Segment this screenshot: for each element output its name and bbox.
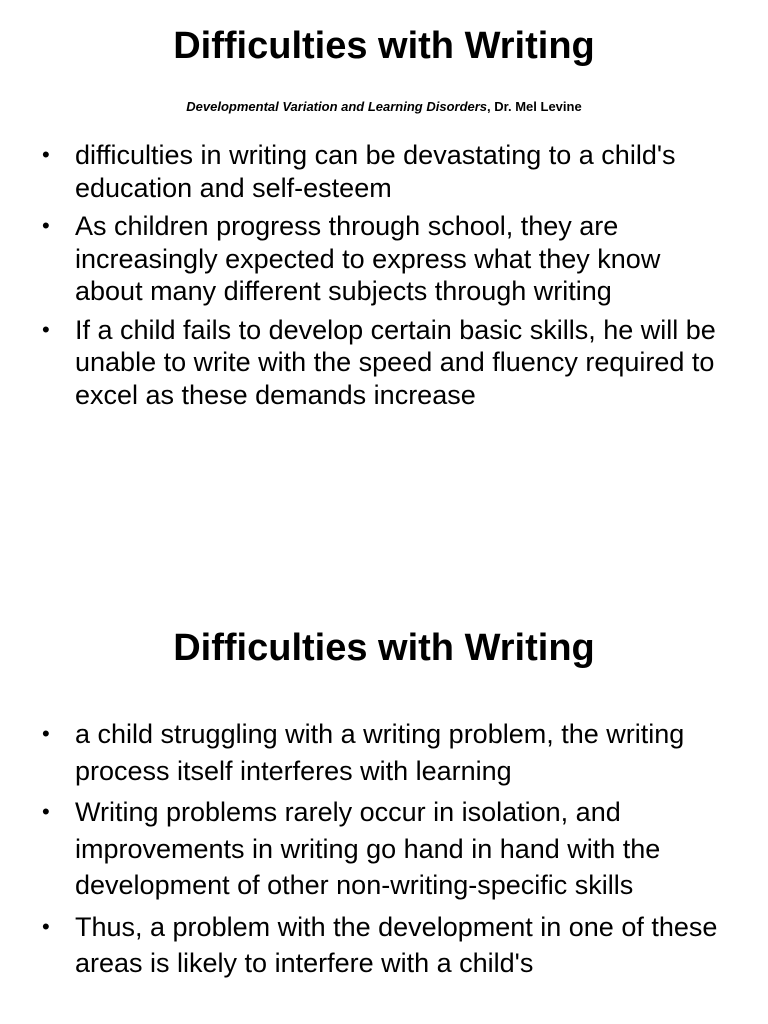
bullet-text: Writing problems rarely occur in isolation, and improvements in writing go hand in hand with the development of other non-writing-specific skills: [75, 797, 661, 900]
bullet-text: a child struggling with a writing problem, the writing process itself interferes with learning: [75, 719, 685, 786]
bullet-marker: •: [42, 213, 50, 238]
bullet-text: difficulties in writing can be devastating to a child's education and self-esteem: [75, 140, 676, 203]
slide-title: Difficulties with Writing: [173, 627, 595, 669]
bullet-item: [42, 794, 722, 904]
bullet-item: [42, 139, 722, 204]
bullet-marker: •: [42, 799, 50, 824]
slide-2: [0, 600, 768, 1024]
bullet-item: [42, 909, 722, 982]
bullet-text: As children progress through school, they are increasingly expected to express what they know about many different subjects through writing: [75, 211, 661, 306]
source-author: , Dr. Mel Levine: [487, 99, 582, 114]
source-book-title: Developmental Variation and Learning Disorders: [186, 99, 488, 114]
slide-title: Difficulties with Writing: [173, 25, 595, 67]
bullet-item: [42, 716, 722, 789]
bullet-marker: •: [42, 142, 50, 167]
bullet-item: [42, 210, 722, 308]
bullet-text: If a child fails to develop certain basic skills, he will be unable to write with the speed and fluency required to excel as these demands increase: [75, 314, 716, 410]
slide-subtitle: [0, 98, 768, 116]
bullet-marker: •: [42, 316, 50, 342]
bullet-item: [42, 314, 722, 412]
bullet-marker: •: [42, 721, 50, 746]
bullet-text: Thus, a problem with the development in one of these areas is likely to interfere with a child's: [75, 911, 718, 978]
bullet-list: [42, 139, 722, 417]
bullet-list: [42, 716, 722, 987]
bullet-marker: •: [42, 913, 50, 939]
